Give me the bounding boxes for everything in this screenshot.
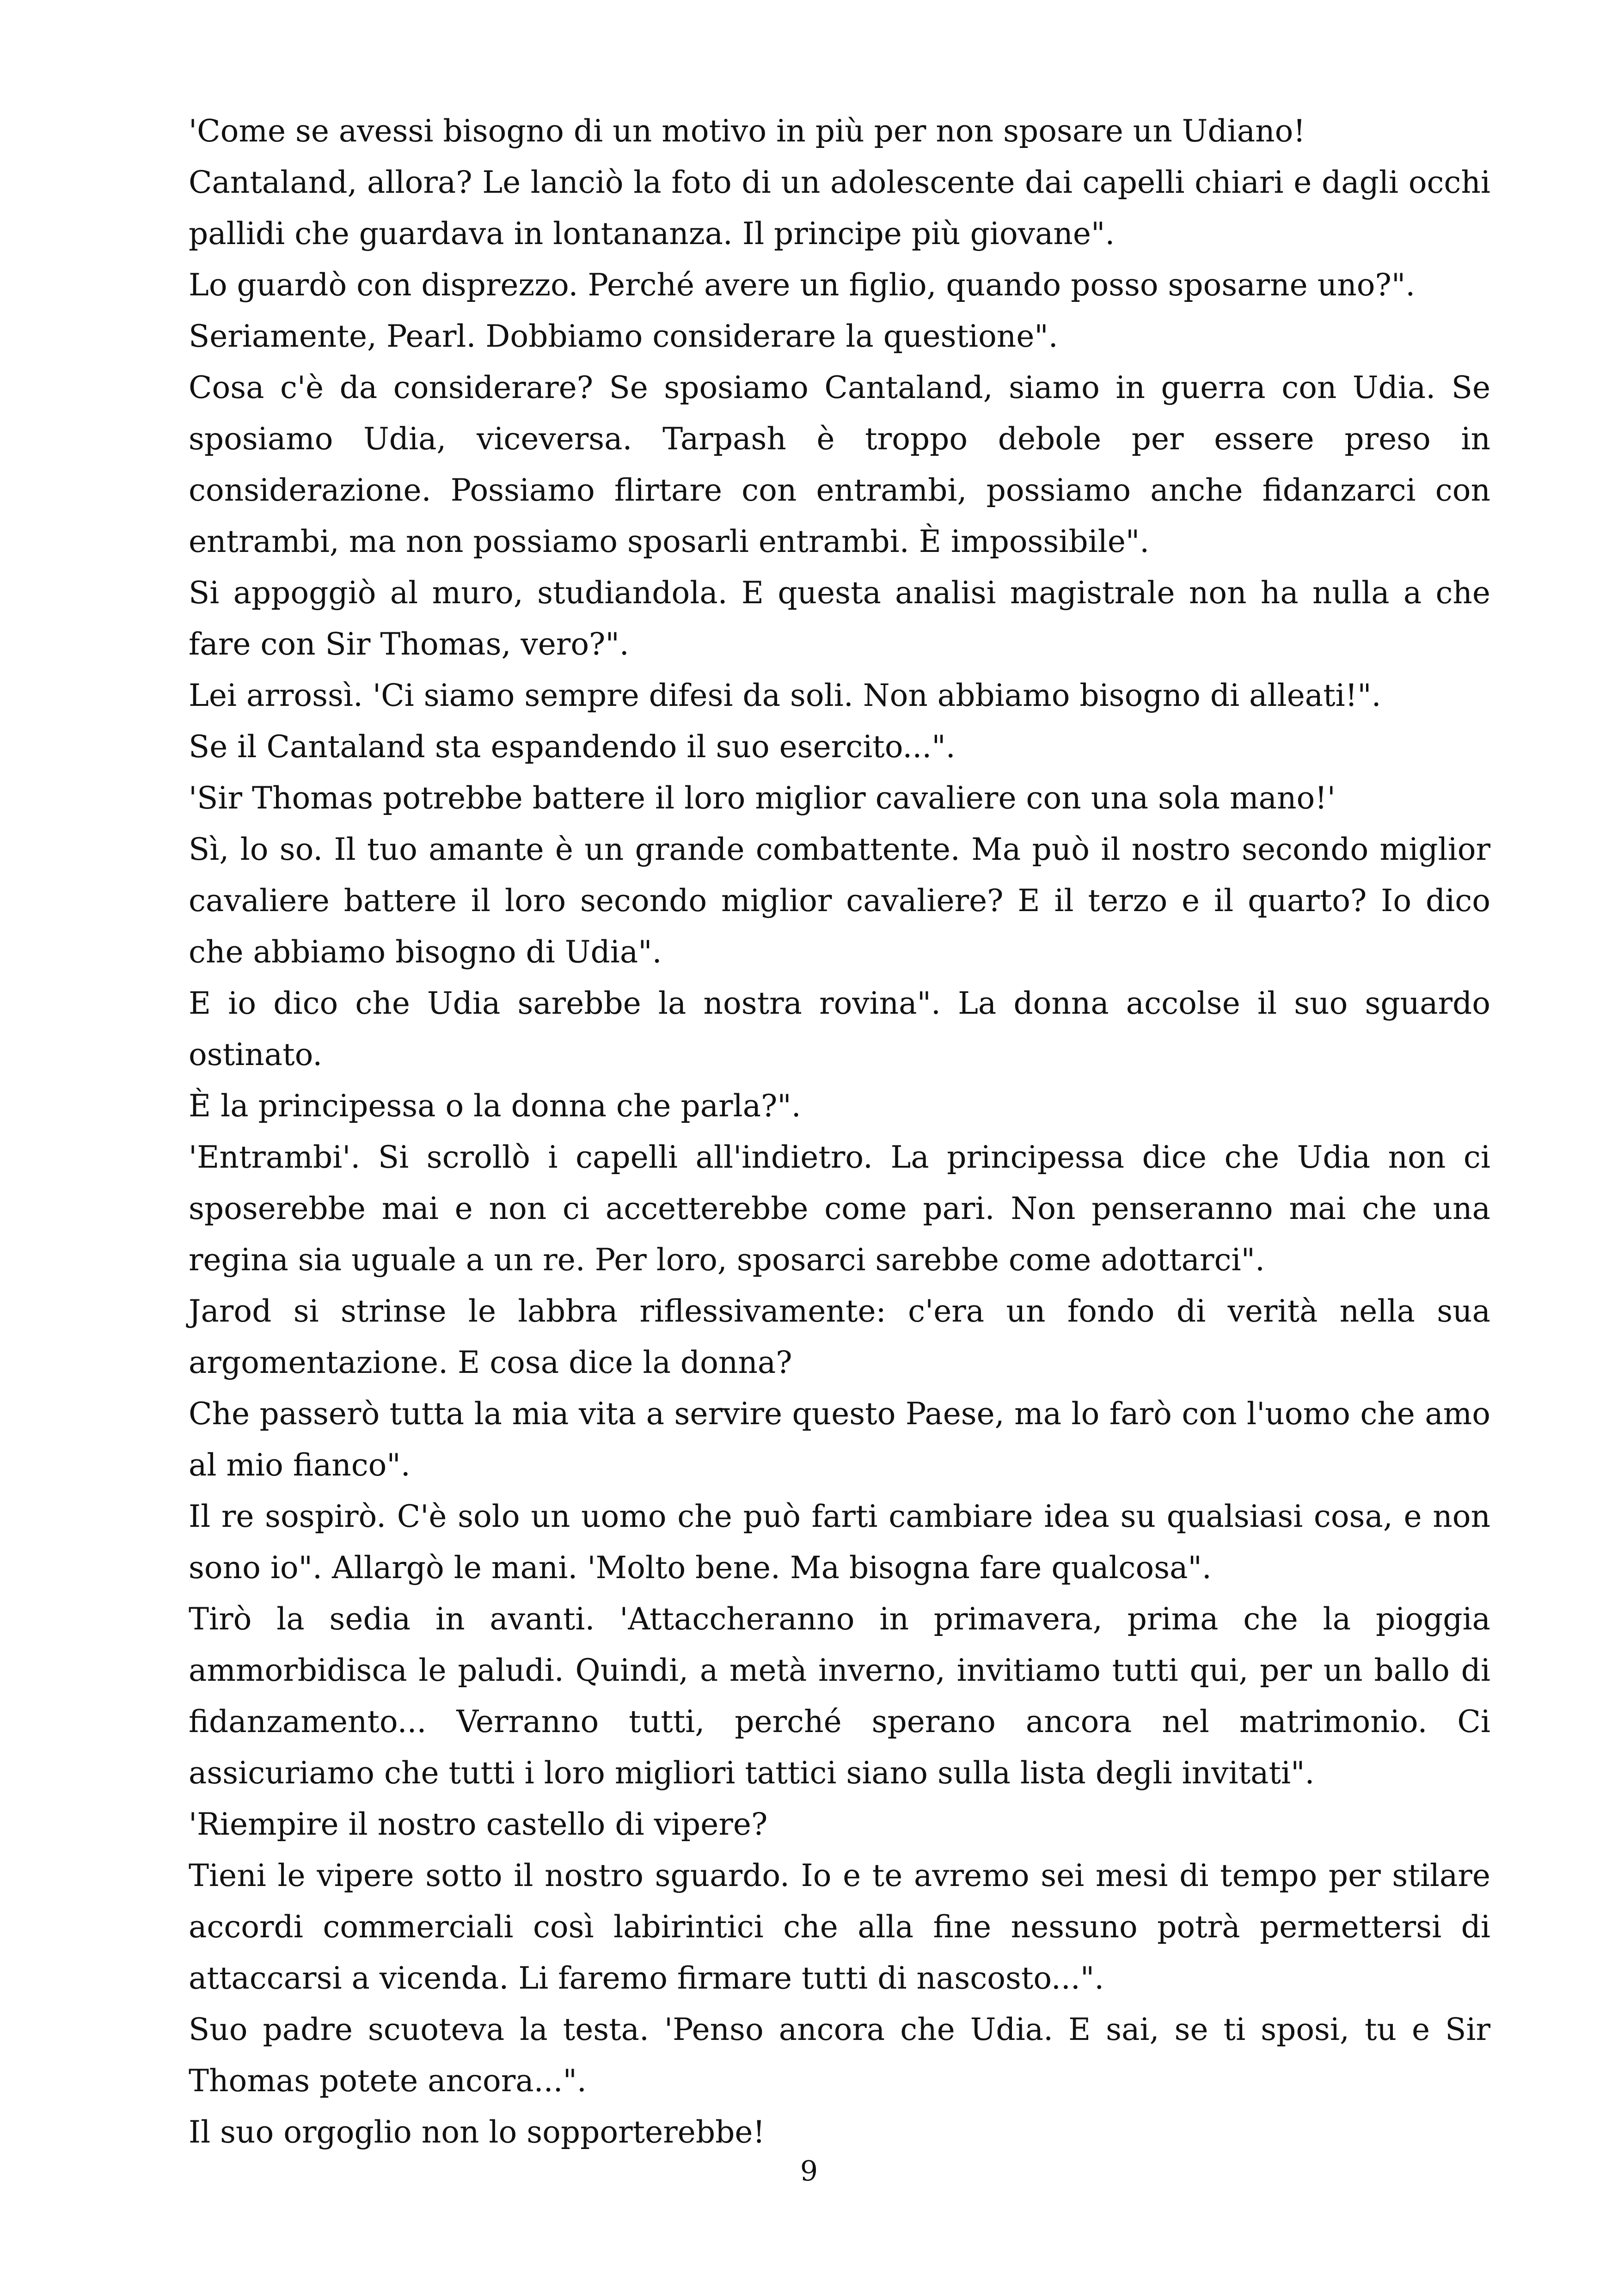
paragraph: E io dico che Udia sarebbe la nostra rovina". La donna accolse il suo sguardo ostinato. [189, 986, 1490, 1072]
paragraph: Che passerò tutta la mia vita a servire questo Paese, ma lo farò con l'uomo che amo al mio fianco". [189, 1396, 1490, 1483]
paragraph: 'Sir Thomas potrebbe battere il loro miglior cavaliere con una sola mano!' [189, 780, 1336, 816]
paragraph: 'Riempire il nostro castello di vipere? [189, 1806, 768, 1842]
paragraph: Se il Cantaland sta espandendo il suo esercito...". [189, 729, 956, 765]
paragraph: Il re sospirò. C'è solo un uomo che può farti cambiare idea su qualsiasi cosa, e non sono io". Allargò le mani. 'Molto bene. Ma bisogna fare qualcosa". [189, 1499, 1490, 1586]
paragraph: Suo padre scuoteva la testa. 'Penso ancora che Udia. E sai, se ti sposi, tu e Sir Thomas potete ancora...". [189, 2012, 1490, 2099]
paragraph: Jarod si strinse le labbra riflessivamente: c'era un fondo di verità nella sua argomentazione. E cosa dice la donna? [189, 1293, 1490, 1380]
paragraph: Tirò la sedia in avanti. 'Attaccheranno in primavera, prima che la pioggia ammorbidisca le paludi. Quindi, a metà inverno, invitiamo tutti qui, per un ballo di fidanzamento... Verranno tutti, perché sperano ancora nel matrimonio. Ci assicuriamo che tutti i loro migliori tattici siano sulla lista degli invitati". [189, 1601, 1490, 1791]
paragraph: Il suo orgoglio non lo sopporterebbe! [189, 2114, 765, 2150]
page-number: 9 [800, 2155, 818, 2187]
paragraph: Sì, lo so. Il tuo amante è un grande combattente. Ma può il nostro secondo miglior cavaliere battere il loro secondo miglior cavaliere? E il terzo e il quarto? Io dico che abbiamo bisogno di Udia". [189, 832, 1490, 970]
paragraph: È la principessa o la donna che parla?". [189, 1088, 801, 1124]
paragraph: Lei arrossì. 'Ci siamo sempre difesi da soli. Non abbiamo bisogno di alleati!". [189, 678, 1381, 713]
paragraph: Lo guardò con disprezzo. Perché avere un figlio, quando posso sposarne uno?". [189, 267, 1416, 303]
paragraph: Cantaland, allora? Le lanciò la foto di un adolescente dai capelli chiari e dagli occhi pallidi che guardava in lontananza. Il principe più giovane". [189, 165, 1490, 251]
paragraph: Seriamente, Pearl. Dobbiamo considerare la questione". [189, 318, 1058, 354]
body-text [189, 105, 1490, 2158]
paragraph: 'Come se avessi bisogno di un motivo in più per non sposare un Udiano! [189, 113, 1305, 149]
paragraph: Cosa c'è da considerare? Se sposiamo Cantaland, siamo in guerra con Udia. Se sposiamo Udia, viceversa. Tarpash è troppo debole per essere preso in considerazione. Possiamo flirtare con entrambi, possiamo anche fidanzarci con entrambi, ma non possiamo sposarli entrambi. È impossibile". [189, 370, 1490, 559]
paragraph: 'Entrambi'. Si scrollò i capelli all'indietro. La principessa dice che Udia non ci sposerebbe mai e non ci accetterebbe come pari. Non penseranno mai che una regina sia uguale a un re. Per loro, sposarci sarebbe come adottarci". [189, 1139, 1490, 1278]
paragraph: Si appoggiò al muro, studiandola. E questa analisi magistrale non ha nulla a che fare con Sir Thomas, vero?". [189, 575, 1490, 662]
paragraph: Tieni le vipere sotto il nostro sguardo. Io e te avremo sei mesi di tempo per stilare accordi commerciali così labirintici che alla fine nessuno potrà permettersi di attaccarsi a vicenda. Li faremo firmare tutti di nascosto...". [189, 1858, 1490, 1996]
